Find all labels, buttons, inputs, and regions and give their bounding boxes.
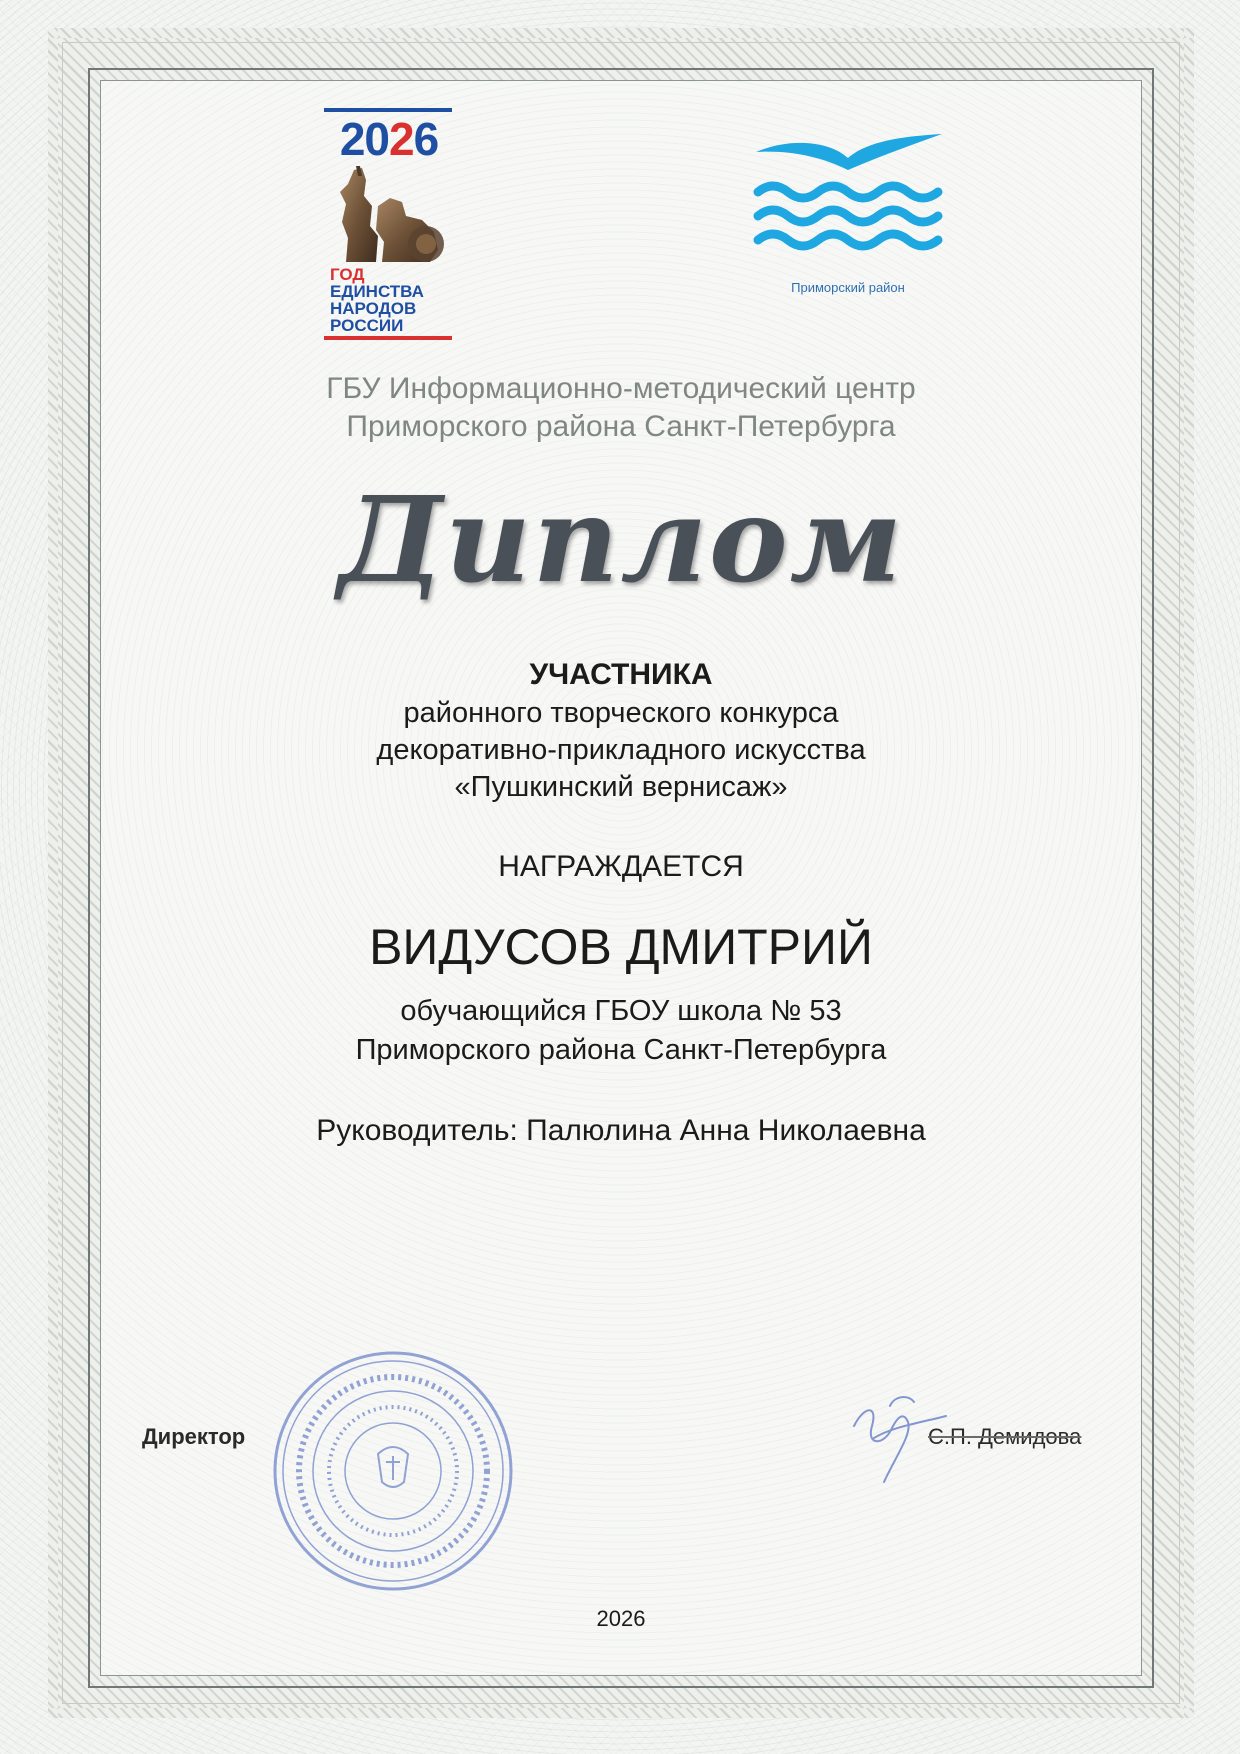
logo-motto-line: НАРОДОВ xyxy=(330,299,417,318)
participant-kind: УЧАСТНИКА xyxy=(529,658,713,691)
logo-bottom-bar xyxy=(324,336,452,340)
recipient-school-line-2: Приморского района Санкт-Петербурга xyxy=(355,1034,887,1066)
recipient-school-line-1: обучающийся ГБОУ школа № 53 xyxy=(400,995,842,1027)
issue-year: 2026 xyxy=(596,1606,646,1631)
diploma-title: Диплом xyxy=(338,470,904,609)
official-stamp-icon xyxy=(268,1346,518,1596)
logo-motto-line: ГОД xyxy=(330,265,365,284)
signature-block xyxy=(100,1290,1142,1550)
logo-year-part3: 6 xyxy=(413,113,439,165)
year-of-unity-logo xyxy=(318,108,460,344)
district-logo xyxy=(748,130,948,310)
logo-year-part1: 20 xyxy=(339,113,389,165)
monument-icon xyxy=(326,166,454,266)
contest-line-1: районного творческого конкурса xyxy=(403,697,839,729)
wave-bird-icon xyxy=(748,130,948,270)
organization-line-1: ГБУ Информационно-методический центр xyxy=(326,372,916,405)
contest-line-2: декоративно-прикладного искусства xyxy=(376,734,866,766)
director-name: С.П. Демидова xyxy=(928,1424,1082,1449)
district-logo-caption: Приморский район xyxy=(791,280,905,295)
logo-motto-line: ЕДИНСТВА xyxy=(330,282,424,301)
organization-line-2: Приморского района Санкт-Петербурга xyxy=(346,410,896,443)
awarded-label: НАГРАЖДАЕТСЯ xyxy=(498,850,744,883)
logo-motto-line: РОССИИ xyxy=(330,316,404,335)
logo-year xyxy=(318,113,460,165)
recipient-name: ВИДУСОВ ДМИТРИЙ xyxy=(369,919,873,975)
logo-year-part2: 2 xyxy=(388,113,414,165)
contest-name: «Пушкинский вернисаж» xyxy=(454,771,788,803)
director-label: Директор xyxy=(142,1424,246,1449)
supervisor: Руководитель: Палюлина Анна Николаевна xyxy=(316,1114,926,1147)
logo-top-bar xyxy=(324,108,452,112)
logo-motto xyxy=(330,266,460,334)
